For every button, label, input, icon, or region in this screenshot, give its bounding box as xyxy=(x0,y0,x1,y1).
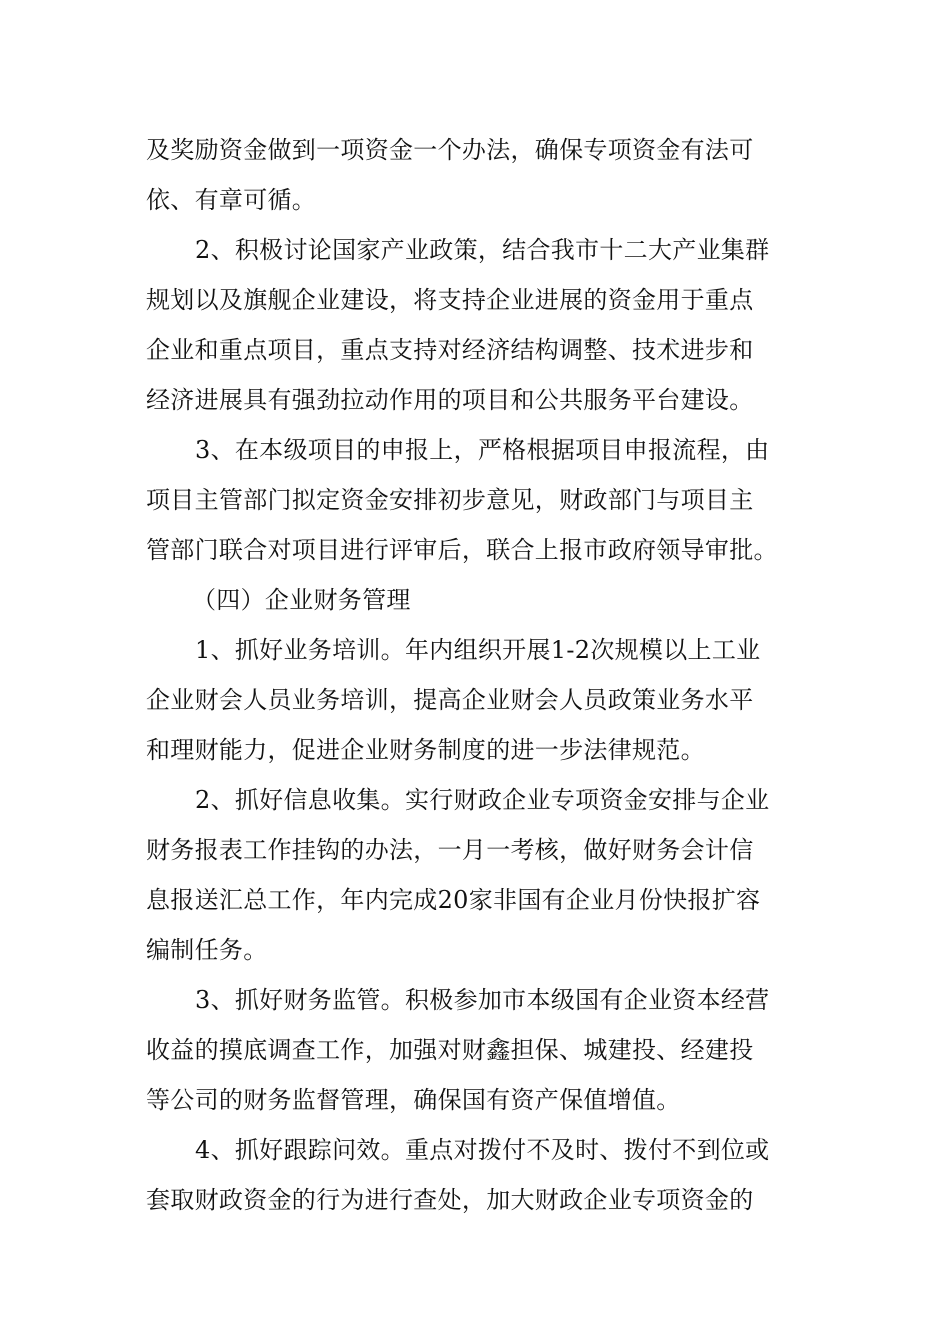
text-line: 财务报表工作挂钩的办法，一月一考核，做好财务会计信 xyxy=(146,836,754,864)
text-line: 依、有章可循。 xyxy=(146,186,317,214)
text-line: 管部门联合对项目进行评审后，联合上报市政府领导审批。 xyxy=(146,536,778,564)
text-line: 编制任务。 xyxy=(146,936,268,964)
text-line: 套取财政资金的行为进行查处，加大财政企业专项资金的 xyxy=(146,1186,754,1214)
paragraph-start: 2、积极讨论国家产业政策，结合我市十二大产业集群 xyxy=(195,236,770,264)
text-line: 企业和重点项目，重点支持对经济结构调整、技术进步和 xyxy=(146,336,754,364)
text-line: 等公司的财务监督管理，确保国有资产保值增值。 xyxy=(146,1086,681,1114)
paragraph-start: 4、抓好跟踪问效。重点对拨付不及时、拨付不到位或 xyxy=(195,1136,770,1164)
text-line: 经济进展具有强劲拉动作用的项目和公共服务平台建设。 xyxy=(146,386,754,414)
text-line: 收益的摸底调查工作，加强对财鑫担保、城建投、经建投 xyxy=(146,1036,754,1064)
paragraph-start: 3、在本级项目的申报上，严格根据项目申报流程，由 xyxy=(195,436,770,464)
text-line: 项目主管部门拟定资金安排初步意见，财政部门与项目主 xyxy=(146,486,754,514)
text-line: 规划以及旗舰企业建设，将支持企业进展的资金用于重点 xyxy=(146,286,754,314)
text-line: 和理财能力，促进企业财务制度的进一步法律规范。 xyxy=(146,736,705,764)
paragraph-start: 2、抓好信息收集。实行财政企业专项资金安排与企业 xyxy=(195,786,770,814)
text-line: 企业财会人员业务培训，提高企业财会人员政策业务水平 xyxy=(146,686,754,714)
text-line: 及奖励资金做到一项资金一个办法，确保专项资金有法可 xyxy=(146,136,754,164)
text-line: 息报送汇总工作，年内完成20家非国有企业月份快报扩容 xyxy=(146,886,761,914)
paragraph-start: 3、抓好财务监管。积极参加市本级国有企业资本经营 xyxy=(195,986,770,1014)
section-heading: （四）企业财务管理 xyxy=(192,586,411,614)
paragraph-start: 1、抓好业务培训。年内组织开展1-2次规模以上工业 xyxy=(195,636,761,664)
